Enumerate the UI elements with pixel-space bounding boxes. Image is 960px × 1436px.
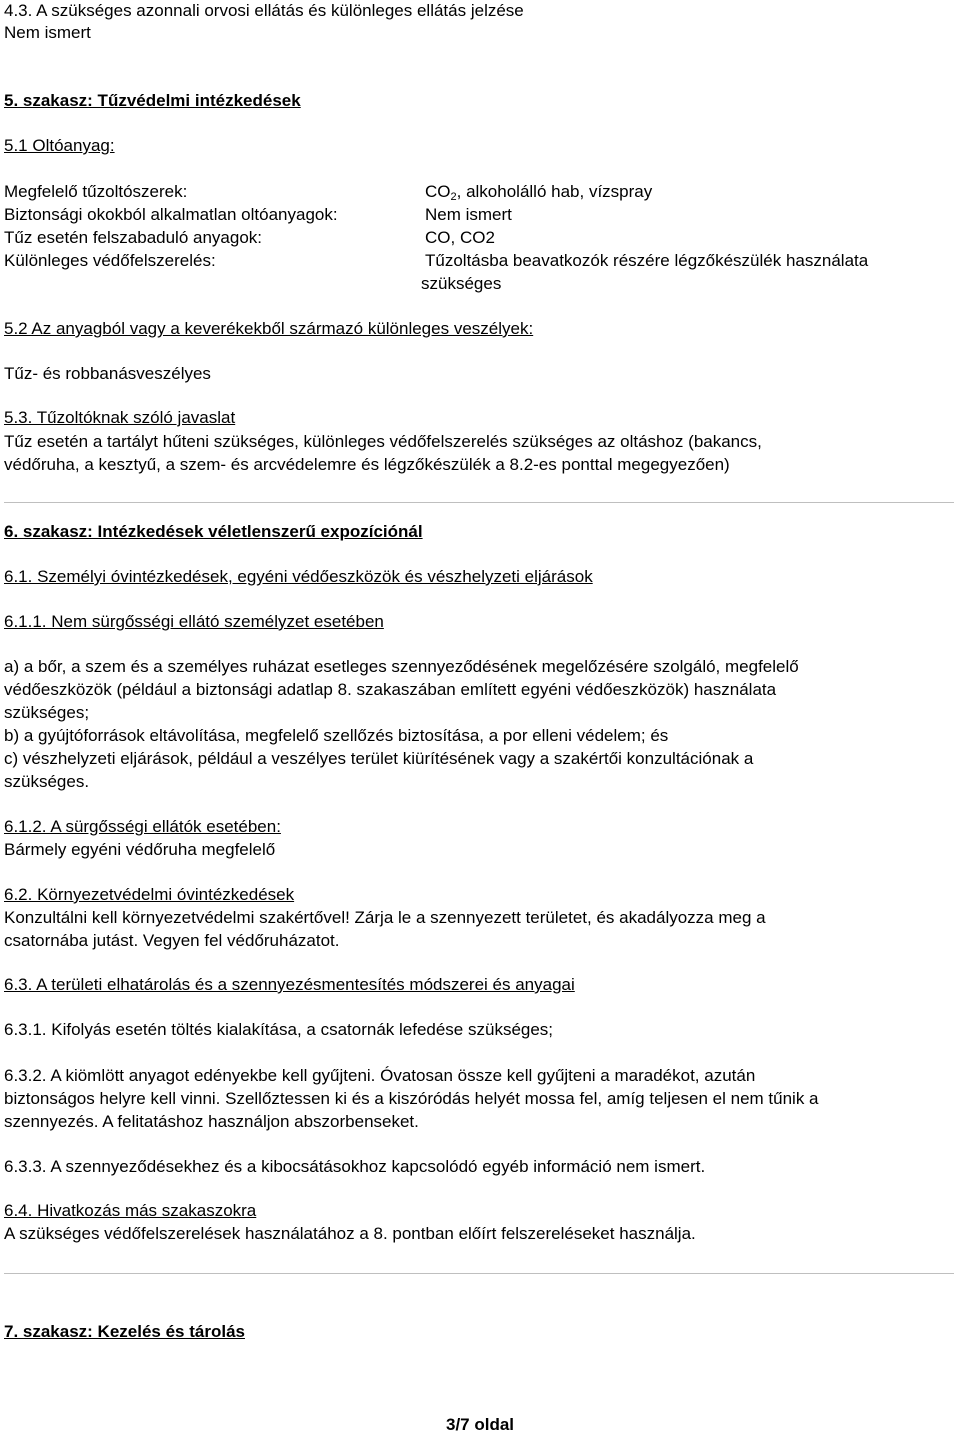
section-6-1-1-line: szükséges; [4, 703, 90, 722]
section-5-2-text: Tűz- és robbanásveszélyes [4, 364, 211, 383]
protective-equipment-value-line2: szükséges [421, 274, 502, 293]
section-6-2-line2: csatornába jutást. Vegyen fel védőruházatot. [4, 931, 340, 950]
protective-equipment-label: Különleges védőfelszerelés: [4, 251, 216, 270]
section-6-3-2-line2: biztonságos helyre kell vinni. Szellőztessen ki és a kiszóródás helyét mossa fel, amíg teljesen el nem tűnik a [4, 1089, 819, 1108]
section-5-2-heading: 5.2 Az anyagból vagy a keverékekből származó különleges veszélyek: [4, 319, 534, 338]
section-5-3-line2: védőruha, a kesztyű, a szem- és arcvédelemre és légzőkészülék a 8.2-es ponttal megegyezően) [4, 455, 730, 474]
section-4-3-text: Nem ismert [4, 23, 91, 42]
section-5-title: 5. szakasz: Tűzvédelmi intézkedések [4, 91, 301, 110]
section-6-3-3-text: 6.3.3. A szennyeződésekhez és a kibocsátásokhoz kapcsolódó egyéb információ nem ismert. [4, 1157, 706, 1176]
section-5-3-line1: Tűz esetén a tartályt hűteni szükséges, különleges védőfelszerelés szükséges az oltáshoz (bakancs, [4, 432, 762, 451]
extinguisher-row [4, 181, 187, 203]
section-6-title: 6. szakasz: Intézkedések véletlenszerű expozíciónál [4, 522, 423, 541]
section-6-2-heading: 6.2. Környezetvédelmi óvintézkedések [4, 885, 295, 904]
section-5-1-heading: 5.1 Oltóanyag: [4, 136, 115, 155]
section-6-4-text: A szükséges védőfelszerelések használatához a 8. pontban előírt felszereléseket használja. [4, 1224, 696, 1243]
section-6-1-1-line: szükséges. [4, 772, 90, 791]
unsuitable-row-value: Nem ismert [425, 205, 512, 224]
released-substances-label: Tűz esetén felszabaduló anyagok: [4, 228, 263, 247]
section-5-3-heading: 5.3. Tűzoltóknak szóló javaslat [4, 408, 236, 427]
protective-equipment-value-line1: Tűzoltásba beavatkozók részére légzőkészülék használata [425, 251, 869, 270]
section-6-1-1-line: a) a bőr, a szem és a személyes ruházat esetleges szennyeződésének megelőzésére szolgáló, megfelelő [4, 657, 799, 676]
section-6-3-2-line3: szennyezés. A felitatáshoz használjon abszorbenseket. [4, 1112, 419, 1131]
section-6-3-2-line1: 6.3.2. A kiömlött anyagot edényekbe kell gyűjteni. Óvatosan össze kell gyűjteni a maradékot, azután [4, 1066, 756, 1085]
section-4-3-heading: 4.3. A szükséges azonnali orvosi ellátás és különleges ellátás jelzése [4, 1, 524, 20]
divider [4, 1273, 954, 1274]
section-6-3-heading: 6.3. A területi elhatárolás és a szennyezésmentesítés módszerei és anyagai [4, 975, 575, 994]
section-6-1-1-line: c) vészhelyzeti eljárások, például a veszélyes terület kiürítésének vagy a szakértői konzultációnak a [4, 749, 754, 768]
section-6-1-2-heading: 6.1.2. A sürgősségi ellátók esetében: [4, 817, 281, 836]
page-number: 3/7 oldal [445, 1415, 515, 1434]
section-7-title: 7. szakasz: Kezelés és tárolás [4, 1322, 245, 1341]
extinguisher-value: $CO_2$, alkoholálló hab, vízspray [425, 182, 653, 203]
divider [4, 502, 954, 503]
released-substances-value: CO, CO2 [425, 228, 495, 247]
section-6-4-heading: 6.4. Hivatkozás más szakaszokra [4, 1201, 257, 1220]
row-label: Megfelelő tűzoltószerek: [4, 182, 188, 201]
section-6-3-1-text: 6.3.1. Kifolyás esetén töltés kialakítása, a csatornák lefedése szükséges; [4, 1020, 554, 1039]
unsuitable-row-label: Biztonsági okokból alkalmatlan oltóanyagok: [4, 205, 338, 224]
section-6-1-2-text: Bármely egyéni védőruha megfelelő [4, 840, 276, 859]
section-6-1-1-heading: 6.1.1. Nem sürgősségi ellátó személyzet esetében [4, 612, 384, 631]
section-6-1-1-line: védőeszközök (például a biztonsági adatlap 8. szakaszában említett egyéni védőeszközök) használata [4, 680, 777, 699]
section-6-1-heading: 6.1. Személyi óvintézkedések, egyéni védőeszközök és vészhelyzeti eljárások [4, 567, 593, 586]
section-6-2-line1: Konzultálni kell környezetvédelmi szakértővel! Zárja le a szennyezett területet, és akadályozza meg a [4, 908, 766, 927]
section-6-1-1-line: b) a gyújtóforrások eltávolítása, megfelelő szellőzés biztosítása, a por elleni védelem; és [4, 726, 669, 745]
